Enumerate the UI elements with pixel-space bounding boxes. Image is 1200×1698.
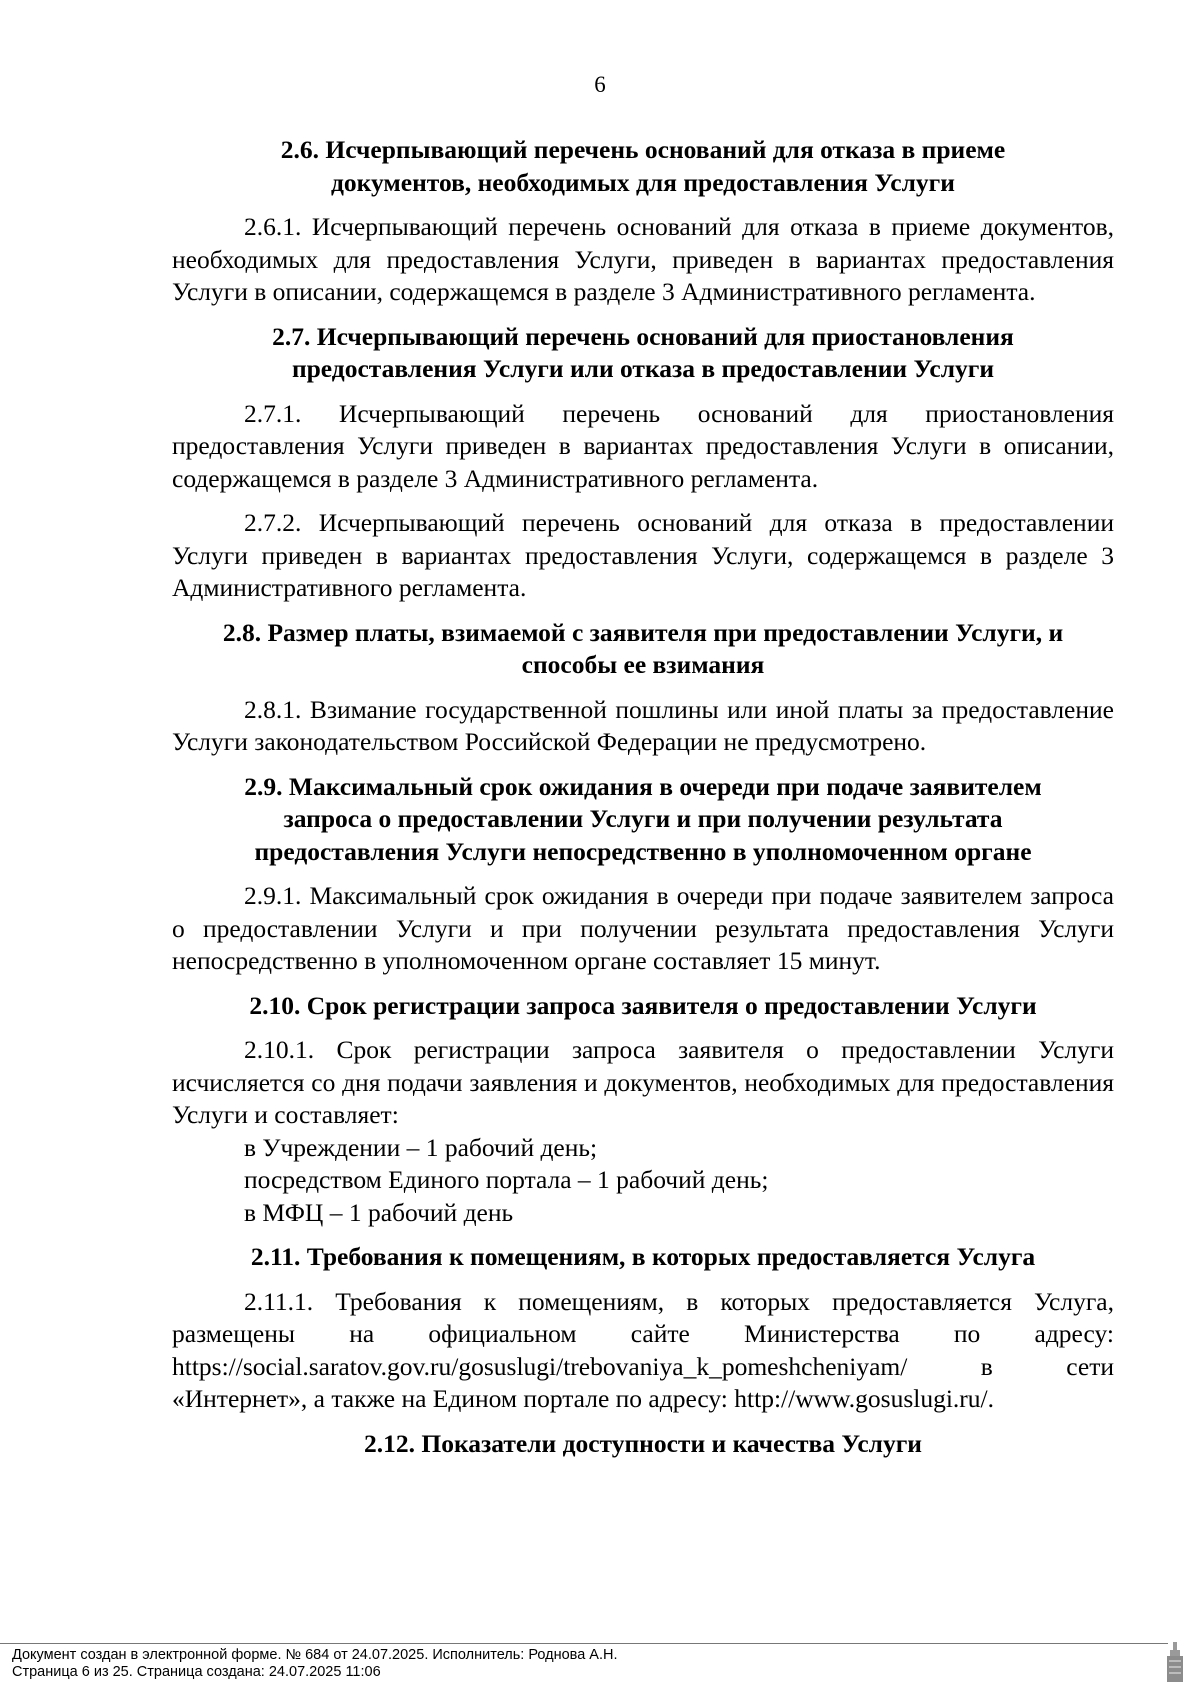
list-item: в Учреждении – 1 рабочий день;: [244, 1132, 598, 1162]
paragraph-2-10-1: 2.10.1. Срок регистрации запроса заявителя о предоставлении Услуги исчисляется со дня подачи заявления и документов, необходимых для предоставления Услуги и составляет:: [172, 1035, 1114, 1129]
heading-line: 2.10. Срок регистрации запроса заявителя о предоставлении Услуги: [249, 990, 1037, 1020]
heading-line: документов, необходимых для предоставления Услуги: [331, 167, 955, 197]
section-heading-2-8: [172, 617, 1114, 682]
heading-line: предоставления Услуги непосредственно в уполномоченном органе: [254, 836, 1032, 866]
footer-line-1: Документ создан в электронной форме. № 684 от 24.07.2025. Исполнитель: Роднова А.Н.: [12, 1647, 618, 1663]
paragraph-2-9-1: 2.9.1. Максимальный срок ожидания в очереди при подаче заявителем запроса о предоставлении Услуги и при получении результата предоставления Услуги непосредственно в уполномоченном органе составляет 15 минут.: [172, 881, 1114, 975]
section-heading-2-7: [172, 321, 1114, 386]
footer-divider: [0, 1643, 1168, 1644]
list-item: в МФЦ – 1 рабочий день: [244, 1197, 514, 1227]
heading-line: 2.8. Размер платы, взимаемой с заявителя при предоставлении Услуги, и: [222, 617, 1064, 647]
emblem-icon: [1164, 1640, 1186, 1684]
footer-line-2: Страница 6 из 25. Страница создана: 24.07.2025 11:06: [12, 1664, 381, 1680]
section-heading-2-10: [172, 990, 1114, 1023]
heading-line: 2.6. Исчерпывающий перечень оснований для отказа в приеме: [280, 135, 1006, 164]
heading-line: способы ее взимания: [521, 650, 765, 679]
heading-line: 2.9. Максимальный срок ожидания в очереди при подаче заявителем: [244, 771, 1042, 801]
heading-line: 2.12. Показатели доступности и качества Услуги: [364, 1428, 922, 1458]
page-number: 6: [594, 72, 606, 97]
section-heading-2-11: [172, 1241, 1114, 1274]
paragraph-2-7-2: 2.7.2. Исчерпывающий перечень оснований для отказа в предоставлении Услуги приведен в вариантах предоставления Услуги, содержащемся в разделе 3 Административного регламента.: [172, 508, 1114, 602]
section-heading-2-12: [172, 1428, 1114, 1461]
paragraph-2-6-1: 2.6.1. Исчерпывающий перечень оснований для отказа в приеме документов, необходимых для предоставления Услуги, приведен в вариантах предоставления Услуги в описании, содержащемся в разделе 3 Административного регламента.: [172, 212, 1114, 306]
paragraph-2-7-1: 2.7.1. Исчерпывающий перечень оснований для приостановления предоставления Услуги приведен в вариантах предоставления Услуги в описании, содержащемся в разделе 3 Административного регламента.: [172, 398, 1114, 493]
section-heading-2-6: [172, 134, 1114, 199]
list-item: посредством Единого портала – 1 рабочий день;: [244, 1165, 769, 1194]
heading-line: предоставления Услуги или отказа в предоставлении Услуги: [291, 354, 995, 383]
heading-line: 2.11. Требования к помещениям, в которых предоставляется Услуга: [250, 1242, 1036, 1271]
section-heading-2-9: [172, 771, 1114, 869]
heading-line: запроса о предоставлении Услуги и при получении результата: [283, 804, 1003, 833]
paragraph-2-11-1: 2.11.1. Требования к помещениям, в которых предоставляется Услуга, размещены на официальном сайте Министерства по адресу: https://social.saratov.gov.ru/gosuslugi/trebovaniya_k_pomeshcheniyam/ в сети «Интернет», а также на Едином портале по адресу: http://www.gosuslugi.ru/.: [172, 1286, 1114, 1413]
heading-line: 2.7. Исчерпывающий перечень оснований для приостановления: [272, 321, 1014, 351]
paragraph-2-8-1: 2.8.1. Взимание государственной пошлины или иной платы за предоставление Услуги законодательством Российской Федерации не предусмотрено.: [172, 694, 1114, 756]
document-body: [172, 134, 1114, 1472]
document-footer: [12, 1647, 1182, 1681]
